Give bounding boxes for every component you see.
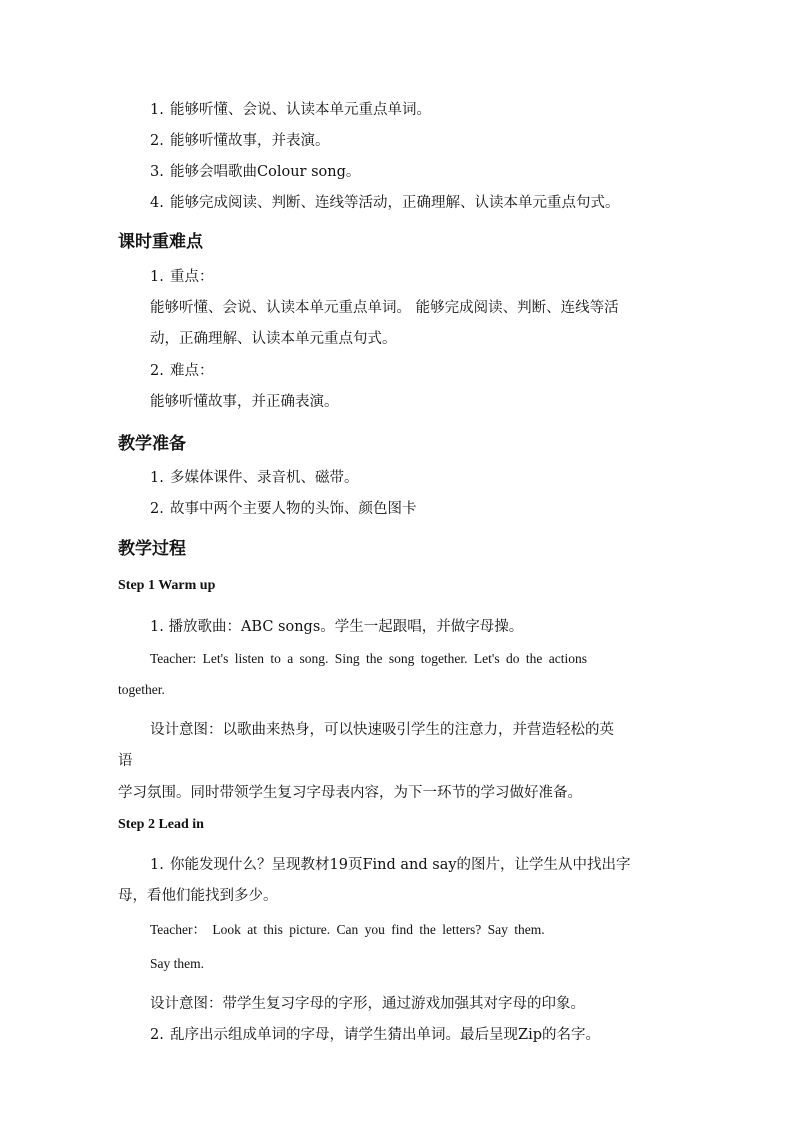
- objective-item-3: [150, 162, 360, 182]
- preparation-item-2: [150, 499, 417, 519]
- step-2-item-1-line-2: 母，看他们能找到多少。: [118, 888, 278, 904]
- difficulty-label: 难点：: [170, 363, 214, 379]
- list-number: 1.: [150, 857, 164, 873]
- focus-label-line: [150, 267, 214, 287]
- step-1-title: Step 1 Warm up: [118, 578, 216, 593]
- list-number: 2.: [150, 1027, 164, 1043]
- process-heading: 教学过程: [118, 539, 186, 559]
- step-2-design: 设计意图：带学生复习字母的字形，通过游戏加强其对字母的印象。: [150, 996, 585, 1012]
- list-number: 2.: [150, 501, 164, 517]
- key-points-heading: 课时重难点: [118, 232, 203, 252]
- step-1-teacher-line-2: together.: [118, 682, 165, 697]
- list-number: 4.: [150, 195, 164, 211]
- objective-text: 能够完成阅读、判断、连线等活动，正确理解、认读本单元重点句式。: [170, 195, 620, 211]
- list-number: 2.: [150, 133, 164, 149]
- list-number: 3.: [150, 164, 164, 180]
- step-2-item-2-text: 乱序出示组成单词的字母，请学生猜出单词。最后呈现Zip的名字。: [170, 1027, 600, 1043]
- preparation-heading: 教学准备: [118, 434, 186, 454]
- difficulty-text: 能够听懂故事，并正确表演。: [150, 394, 339, 410]
- focus-label: 重点：: [170, 269, 214, 285]
- step-1-design-line-2: 语: [118, 753, 133, 769]
- step-2-item-1-line-1: [150, 855, 631, 875]
- preparation-text: 故事中两个主要人物的头饰、颜色图卡: [170, 501, 417, 517]
- difficulty-label-line: [150, 361, 214, 381]
- focus-text-line-2: 动，正确理解、认读本单元重点句式。: [150, 331, 397, 347]
- list-number: 1.: [150, 470, 164, 486]
- preparation-text: 多媒体课件、录音机、磁带。: [170, 470, 359, 486]
- list-number: 1.: [150, 269, 164, 285]
- objective-item-1: [150, 100, 431, 120]
- list-number: 2.: [150, 363, 164, 379]
- step-2-teacher-line-1: Teacher： Look at this picture. Can you find the letters? Say them.: [150, 922, 545, 937]
- focus-text-line-1: 能够听懂、会说、认读本单元重点单词。 能够完成阅读、判断、连线等活: [150, 300, 619, 316]
- objective-text: 能够听懂、会说、认读本单元重点单词。: [170, 102, 431, 118]
- step-2-title: Step 2 Lead in: [118, 817, 204, 832]
- step-2-teacher-line-2: Say them.: [150, 956, 204, 971]
- step-2-item-2: [150, 1025, 600, 1045]
- step-1-item-1: 1. 播放歌曲：ABC songs。学生一起跟唱，并做字母操。: [150, 619, 524, 635]
- objective-text: 能够会唱歌曲Colour song。: [170, 164, 361, 180]
- step-2-item-1-text: 你能发现什么？呈现教材19页Find and say的图片，让学生从中找出字: [170, 857, 631, 873]
- step-1-design-line-1: 设计意图：以歌曲来热身，可以快速吸引学生的注意力，并营造轻松的英: [150, 722, 614, 738]
- step-1-teacher-line-1: Teacher: Let's listen to a song. Sing the song together. Let's do the actions: [150, 651, 587, 666]
- preparation-item-1: [150, 468, 359, 488]
- objective-item-4: [150, 193, 620, 213]
- step-1-design-line-3: 学习氛围。同时带领学生复习字母表内容，为下一环节的学习做好准备。: [118, 785, 582, 801]
- list-number: 1.: [150, 102, 164, 118]
- objective-item-2: [150, 131, 330, 151]
- objective-text: 能够听懂故事，并表演。: [170, 133, 330, 149]
